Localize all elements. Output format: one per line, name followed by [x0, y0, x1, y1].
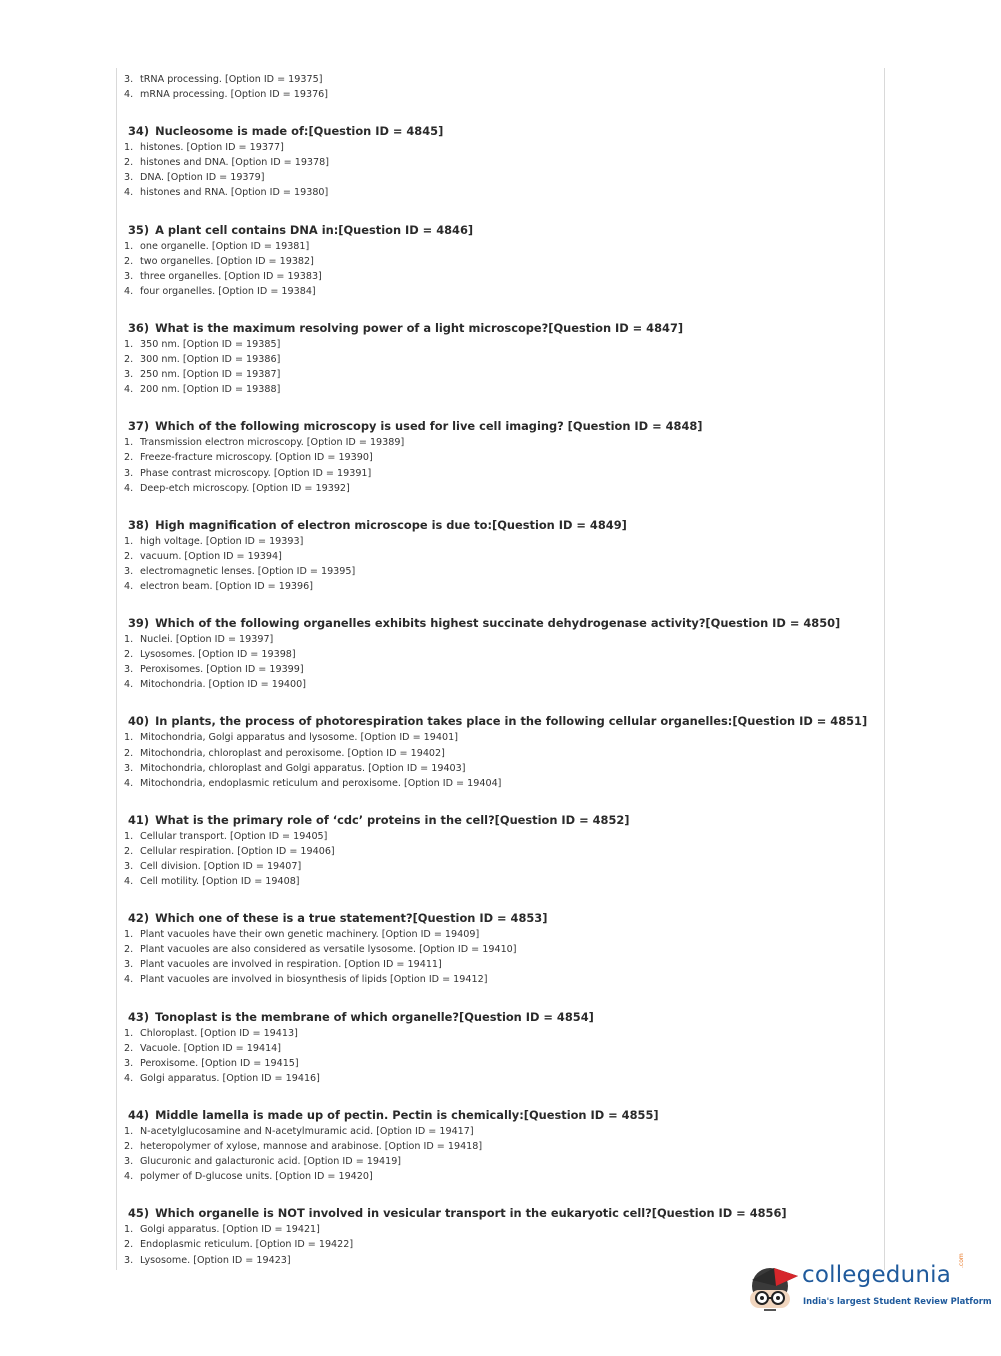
option-number: 4.	[124, 974, 134, 986]
question-text: Which organelle is NOT involved in vesicular transport in the eukaryotic cell?[Question ID = 4856]	[155, 1206, 787, 1221]
option-item	[124, 1169, 874, 1184]
question-block	[124, 319, 874, 397]
option-number: 4.	[124, 580, 134, 592]
option-text: Plant vacuoles are also considered as versatile lysosome. [Option ID = 19410]	[140, 944, 517, 956]
question-text: In plants, the process of photorespiration takes place in the following cellular organelles:[Question ID = 4851]	[155, 714, 868, 729]
option-number: 2.	[124, 1042, 134, 1054]
option-number: 3.	[124, 369, 134, 381]
option-item	[124, 382, 874, 397]
option-text: two organelles. [Option ID = 19382]	[140, 255, 314, 267]
question-title	[124, 417, 874, 435]
question-title	[124, 319, 874, 337]
option-number: 4.	[124, 777, 134, 789]
option-text: Endoplasmic reticulum. [Option ID = 19422]	[140, 1239, 354, 1251]
question-title	[124, 614, 874, 632]
option-item	[124, 239, 874, 254]
question-block	[124, 811, 874, 889]
question-title	[124, 122, 874, 140]
option-item	[124, 269, 874, 284]
option-text: one organelle. [Option ID = 19381]	[140, 240, 310, 252]
option-number: 1.	[124, 1027, 134, 1039]
option-text: Nuclei. [Option ID = 19397]	[140, 634, 274, 646]
option-text: Golgi apparatus. [Option ID = 19421]	[140, 1224, 320, 1236]
option-text: Peroxisomes. [Option ID = 19399]	[140, 664, 304, 676]
option-text: histones and DNA. [Option ID = 19378]	[140, 157, 329, 169]
question-block	[124, 1008, 874, 1086]
option-item	[124, 776, 874, 791]
option-text: 300 nm. [Option ID = 19386]	[140, 354, 281, 366]
option-number: 2.	[124, 550, 134, 562]
option-text: polymer of D-glucose units. [Option ID = 19420]	[140, 1171, 373, 1183]
option-item	[124, 352, 874, 367]
option-number: 2.	[124, 354, 134, 366]
option-item	[124, 844, 874, 859]
option-number: 1.	[124, 1125, 134, 1137]
question-text: Nucleosome is made of:[Question ID = 4845]	[155, 124, 444, 139]
option-item	[124, 481, 874, 496]
option-item	[124, 140, 874, 155]
option-item	[124, 1154, 874, 1169]
option-item	[124, 1222, 874, 1237]
option-item	[124, 927, 874, 942]
option-item	[124, 942, 874, 957]
option-number: 2.	[124, 1141, 134, 1153]
option-item	[124, 972, 874, 987]
option-number: 1.	[124, 338, 134, 350]
option-number: 1.	[124, 1224, 134, 1236]
question-number: 36)	[128, 320, 150, 335]
question-title	[124, 1204, 874, 1222]
option-text: Cell motility. [Option ID = 19408]	[140, 876, 300, 888]
question-text: What is the primary role of ‘cdc’ proteins in the cell?[Question ID = 4852]	[155, 812, 630, 827]
option-text: DNA. [Option ID = 19379]	[140, 172, 265, 184]
question-block	[124, 516, 874, 594]
option-item	[124, 466, 874, 481]
question-block	[124, 909, 874, 987]
question-title	[124, 712, 874, 730]
question-number: 41)	[128, 812, 150, 827]
option-item	[124, 1041, 874, 1056]
option-number: 1.	[124, 535, 134, 547]
leading-options	[124, 72, 874, 102]
question-title	[124, 516, 874, 534]
option-text: Cell division. [Option ID = 19407]	[140, 861, 302, 872]
option-text: Mitochondria, Golgi apparatus and lysosome. [Option ID = 19401]	[140, 732, 458, 744]
option-number: 1.	[124, 142, 134, 154]
option-text: Transmission electron microscopy. [Option ID = 19389]	[140, 437, 405, 449]
option-item	[124, 957, 874, 972]
option-item	[124, 450, 874, 465]
question-text: Which of the following microscopy is used for live cell imaging? [Question ID = 4848]	[155, 419, 703, 434]
option-number: 4.	[124, 1171, 134, 1183]
option-text: N-acetylglucosamine and N-acetylmuramic acid. [Option ID = 19417]	[140, 1125, 474, 1137]
option-number: 4.	[124, 384, 134, 396]
question-block	[124, 122, 874, 200]
question-text: Which of the following organelles exhibits highest succinate dehydrogenase activity?[Question ID = 4850]	[155, 616, 841, 631]
option-item	[124, 1026, 874, 1041]
question-number: 37)	[128, 419, 150, 434]
option-item	[124, 647, 874, 662]
option-text: Cellular respiration. [Option ID = 19406]	[140, 845, 335, 857]
option-number: 1.	[124, 437, 134, 449]
question-title	[124, 1106, 874, 1124]
option-number: 2.	[124, 1239, 134, 1251]
option-text: Plant vacuoles have their own genetic machinery. [Option ID = 19409]	[140, 929, 480, 941]
option-number: 4.	[124, 187, 134, 199]
option-item	[124, 367, 874, 382]
option-number: 2.	[124, 944, 134, 956]
option-text: histones and RNA. [Option ID = 19380]	[140, 187, 329, 199]
option-item	[124, 1139, 874, 1154]
option-number: 1.	[124, 830, 134, 842]
option-text: Mitochondria, endoplasmic reticulum and peroxisome. [Option ID = 19404]	[140, 777, 502, 789]
option-item	[124, 874, 874, 889]
option-number: 1.	[124, 732, 134, 744]
question-number: 45)	[128, 1206, 150, 1221]
option-item	[124, 662, 874, 677]
option-number: 3.	[124, 565, 134, 577]
option-number: 2.	[124, 255, 134, 267]
option-text: vacuum. [Option ID = 19394]	[140, 550, 282, 562]
option-item	[124, 564, 874, 579]
option-item	[124, 337, 874, 352]
option-text: Vacuole. [Option ID = 19414]	[140, 1042, 282, 1054]
mascot-icon	[744, 1250, 802, 1316]
option-number: 4.	[124, 1072, 134, 1084]
logo-tagline: India's largest Student Review Platform	[803, 1296, 992, 1306]
option-text: histones. [Option ID = 19377]	[140, 142, 284, 154]
option-text: 200 nm. [Option ID = 19388]	[140, 384, 281, 396]
option-text: electron beam. [Option ID = 19396]	[140, 580, 313, 592]
option-item	[124, 579, 874, 594]
question-text: Which one of these is a true statement?[Question ID = 4853]	[155, 911, 548, 926]
option-number: 1.	[124, 634, 134, 646]
page-border-left	[116, 68, 117, 1270]
option-number: 3.	[124, 664, 134, 676]
option-text: four organelles. [Option ID = 19384]	[140, 285, 316, 297]
option-number: 2.	[124, 845, 134, 857]
option-text: electromagnetic lenses. [Option ID = 19395]	[140, 565, 356, 577]
option-number: 3.	[124, 762, 134, 774]
question-number: 44)	[128, 1107, 150, 1122]
option-text: Golgi apparatus. [Option ID = 19416]	[140, 1072, 320, 1084]
option-item	[124, 534, 874, 549]
option-number: 1.	[124, 929, 134, 941]
option-item: 3. tRNA processing. [Option ID = 19375]	[124, 74, 323, 85]
question-block	[124, 417, 874, 495]
option-number: 4.	[124, 679, 134, 691]
option-number: 2.	[124, 747, 134, 759]
question-number: 40)	[128, 714, 150, 729]
option-number: 1.	[124, 240, 134, 252]
question-title	[124, 909, 874, 927]
option-item: 4. mRNA processing. [Option ID = 19376]	[124, 89, 329, 101]
option-text: 350 nm. [Option ID = 19385]	[140, 338, 281, 350]
question-number: 43)	[128, 1009, 150, 1024]
option-text: high voltage. [Option ID = 19393]	[140, 535, 304, 547]
option-item	[124, 761, 874, 776]
option-number: 3.	[124, 172, 134, 184]
question-number: 39)	[128, 616, 150, 631]
option-item	[124, 155, 874, 170]
option-item	[124, 170, 874, 185]
question-text: High magnification of electron microscope is due to:[Question ID = 4849]	[155, 517, 627, 532]
option-number: 3.	[124, 467, 134, 479]
option-number: 3.	[124, 1057, 134, 1069]
question-block	[124, 1106, 874, 1184]
question-text: A plant cell contains DNA in:[Question ID = 4846]	[155, 222, 474, 237]
question-number: 34)	[128, 124, 150, 139]
option-text: Mitochondria. [Option ID = 19400]	[140, 679, 306, 691]
option-item	[124, 1071, 874, 1086]
option-item	[124, 284, 874, 299]
question-number: 42)	[128, 911, 150, 926]
option-text: Plant vacuoles are involved in respiration. [Option ID = 19411]	[140, 959, 442, 971]
option-text: Lysosomes. [Option ID = 19398]	[140, 649, 296, 661]
question-text: Tonoplast is the membrane of which organelle?[Question ID = 4854]	[155, 1009, 594, 1024]
question-list	[124, 72, 874, 1268]
option-item	[124, 254, 874, 269]
option-text: Freeze-fracture microscopy. [Option ID = 19390]	[140, 452, 373, 464]
questions-container	[124, 122, 874, 1267]
option-item	[124, 549, 874, 564]
option-number: 4.	[124, 482, 134, 494]
option-item	[124, 859, 874, 874]
question-title	[124, 811, 874, 829]
option-number: 3.	[124, 1254, 134, 1266]
option-item	[124, 730, 874, 745]
option-item	[124, 1056, 874, 1071]
option-text: Deep-etch microscopy. [Option ID = 19392]	[140, 482, 350, 494]
option-text: Plant vacuoles are involved in biosynthesis of lipids [Option ID = 19412]	[140, 974, 488, 986]
option-number: 4.	[124, 876, 134, 888]
page-border-right	[884, 68, 885, 1270]
option-item	[124, 1124, 874, 1139]
option-number: 3.	[124, 1156, 134, 1168]
option-number: 2.	[124, 452, 134, 464]
option-item	[124, 677, 874, 692]
collegedunia-logo	[744, 1250, 992, 1316]
option-item	[124, 829, 874, 844]
question-block	[124, 221, 874, 299]
option-item	[124, 185, 874, 200]
logo-suffix: .com	[958, 1253, 965, 1268]
option-number: 2.	[124, 157, 134, 169]
option-text: Chloroplast. [Option ID = 19413]	[140, 1027, 298, 1039]
option-text: Glucuronic and galacturonic acid. [Option ID = 19419]	[140, 1156, 402, 1168]
option-item	[124, 435, 874, 450]
question-block	[124, 614, 874, 692]
option-item	[124, 632, 874, 647]
option-number: 4.	[124, 285, 134, 297]
option-text: three organelles. [Option ID = 19383]	[140, 270, 322, 282]
question-title	[124, 221, 874, 239]
question-block	[124, 712, 874, 790]
question-title	[124, 1008, 874, 1026]
option-text: Mitochondria, chloroplast and Golgi apparatus. [Option ID = 19403]	[140, 762, 466, 774]
option-text: Phase contrast microscopy. [Option ID = 19391]	[140, 467, 372, 479]
option-text: 250 nm. [Option ID = 19387]	[140, 369, 281, 381]
option-text: heteropolymer of xylose, mannose and arabinose. [Option ID = 19418]	[140, 1141, 483, 1153]
question-text: What is the maximum resolving power of a light microscope?[Question ID = 4847]	[155, 320, 684, 335]
option-number: 3.	[124, 270, 134, 282]
option-text: Mitochondria, chloroplast and peroxisome. [Option ID = 19402]	[140, 747, 445, 759]
option-text: Cellular transport. [Option ID = 19405]	[140, 830, 328, 842]
option-text: Peroxisome. [Option ID = 19415]	[140, 1057, 299, 1069]
logo-name: collegedunia	[802, 1262, 952, 1288]
question-number: 38)	[128, 517, 150, 532]
option-number: 3.	[124, 959, 134, 971]
option-number: 3.	[124, 861, 134, 872]
option-number: 2.	[124, 649, 134, 661]
question-text: Middle lamella is made up of pectin. Pectin is chemically:[Question ID = 4855]	[155, 1107, 659, 1122]
question-number: 35)	[128, 222, 150, 237]
option-item	[124, 746, 874, 761]
option-text: Lysosome. [Option ID = 19423]	[140, 1254, 291, 1266]
